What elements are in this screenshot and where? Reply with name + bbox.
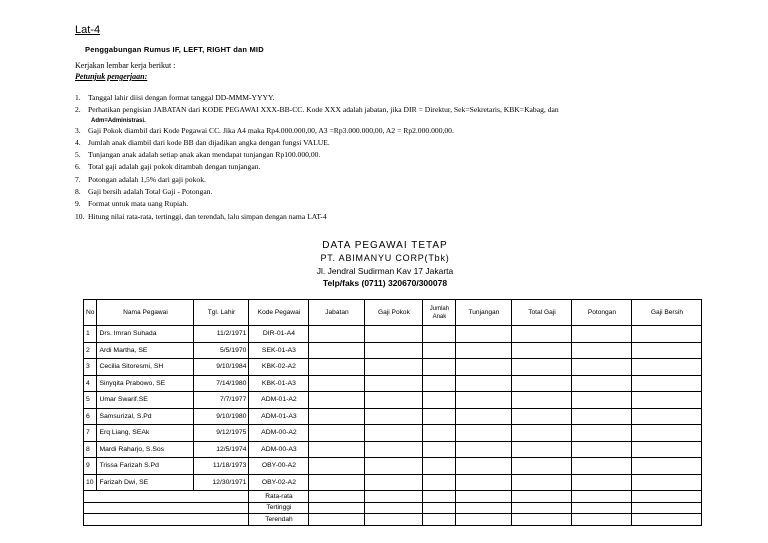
summary-cell[interactable] [309,491,365,503]
exercise-subtitle: Penggabungan Rumus IF, LEFT, RIGHT dan MID [85,45,264,54]
empty-cell[interactable] [365,359,423,376]
empty-cell[interactable] [309,342,365,359]
cell-kode[interactable]: ADM-01-A3 [249,408,309,425]
summary-cell[interactable] [456,491,512,503]
empty-cell[interactable] [632,326,702,343]
intro-text: Kerjakan lembar kerja berikut : [75,61,176,70]
empty-cell[interactable] [572,342,632,359]
empty-cell[interactable] [512,392,572,409]
empty-cell[interactable] [365,408,423,425]
cell-nama[interactable]: Farizah Dwi, SE [97,474,194,491]
instruction-list [75,92,715,223]
empty-cell[interactable] [423,392,456,409]
empty-cell[interactable] [456,359,512,376]
cell-tgl[interactable]: 7/14/1980 [194,375,249,392]
empty-cell[interactable] [456,425,512,442]
summary-cell[interactable] [456,514,512,526]
instruction-text: Tunjangan anak adalah setiap anak akan mendapat tunjangan Rp100.000,00. [88,150,321,160]
instruction-item [75,149,715,161]
cell-tgl[interactable]: 7/7/1977 [194,392,249,409]
empty-cell[interactable] [572,474,632,491]
instruction-number: 8. [75,187,81,197]
cell-no[interactable]: 7 [84,425,97,442]
column-header: Jumlah Anak [423,300,456,326]
empty-cell[interactable] [572,375,632,392]
summary-row [84,491,702,503]
empty-cell[interactable] [572,458,632,475]
instruction-text: Total gaji adalah gaji pokok ditambah dengan tunjangan. [88,162,261,172]
instruction-text: Jumlah anak diambil dari kode BB dan dijadikan angka dengan fungsi VALUE. [88,137,330,147]
summary-cell[interactable] [632,491,702,503]
summary-cell[interactable] [512,514,572,526]
summary-spacer [84,491,249,503]
empty-cell[interactable] [456,474,512,491]
cell-nama[interactable]: Ardi Martha, SE [97,342,194,359]
table-row [84,408,702,425]
cell-tgl[interactable]: 9/10/1984 [194,359,249,376]
cell-nama[interactable]: Umar Swarif.SE [97,392,194,409]
exercise-title: Lat-4 [75,24,101,36]
empty-cell[interactable] [632,392,702,409]
cell-no[interactable]: 9 [84,458,97,475]
table-header-row [84,300,702,326]
cell-nama[interactable]: Erq Liang, SEAk [97,425,194,442]
empty-cell[interactable] [456,441,512,458]
empty-cell[interactable] [423,342,456,359]
empty-cell[interactable] [423,375,456,392]
empty-cell[interactable] [512,342,572,359]
summary-cell[interactable] [572,502,632,514]
cell-kode[interactable]: KBK-01-A3 [249,375,309,392]
cell-tgl[interactable]: 9/10/1980 [194,408,249,425]
cell-no[interactable]: 6 [84,408,97,425]
table-row [84,342,702,359]
cell-kode[interactable]: SEK-01-A3 [249,342,309,359]
empty-cell[interactable] [632,458,702,475]
table-row [84,458,702,475]
instruction-item [75,174,715,186]
summary-label: Tertinggi [249,502,309,514]
summary-cell[interactable] [512,502,572,514]
empty-cell[interactable] [512,458,572,475]
cell-no[interactable]: 5 [84,392,97,409]
empty-cell[interactable] [309,326,365,343]
column-header: No [84,300,97,326]
empty-cell[interactable] [309,474,365,491]
cell-kode[interactable]: DIR-01-A4 [249,326,309,343]
empty-cell[interactable] [572,359,632,376]
cell-nama[interactable]: Trissa Farizah S.Pd [97,458,194,475]
empty-cell[interactable] [365,474,423,491]
summary-cell[interactable] [423,491,456,503]
table-row [84,375,702,392]
summary-cell[interactable] [572,491,632,503]
summary-spacer [84,502,249,514]
table-row [84,441,702,458]
cell-tgl[interactable]: 12/30/1971 [194,474,249,491]
instruction-item [75,198,715,210]
instruction-number: 6. [75,162,81,172]
cell-nama[interactable]: Sinyqita Prabowo, SE [97,375,194,392]
instruction-item [75,92,715,104]
summary-row [84,514,702,526]
summary-cell[interactable] [512,491,572,503]
cell-kode[interactable]: ADM-00-A3 [249,441,309,458]
empty-cell[interactable] [309,408,365,425]
instruction-text: Perhatikan pengisian JABATAN dari KODE PEGAWAI XXX-BB-CC. Kode XXX adalah jabatan, jika DIR = Direktur, Sek=Sekretaris, KBK=Kabag, dan [88,105,559,115]
empty-cell[interactable] [456,392,512,409]
cell-nama[interactable]: Drs. Imran Suhada [97,326,194,343]
summary-label: Terendah [249,514,309,526]
instruction-number: 1. [75,93,81,102]
company-phone: Telp/faks (0711) 320670/300078 [322,278,448,288]
empty-cell[interactable] [512,474,572,491]
instruction-text: Hitung nilai rata-rata, tertinggi, dan terendah, lalu simpan dengan nama LAT-4 [88,211,327,221]
empty-cell[interactable] [365,425,423,442]
cell-no[interactable]: 2 [84,342,97,359]
instruction-text: Potongan adalah 1,5% dari gaji pokok. [88,174,206,184]
empty-cell[interactable] [632,425,702,442]
column-header: Gaji Bersih [632,300,702,326]
empty-cell[interactable] [456,375,512,392]
column-header: Nama Pegawai [97,300,194,326]
instruction-item [75,186,715,198]
company-address: Jl. Jendral Sudirman Kav 17 Jakarta [316,266,454,276]
instruction-number: 4. [75,137,81,147]
instruction-item [75,161,715,173]
empty-cell[interactable] [572,425,632,442]
summary-cell[interactable] [423,502,456,514]
cell-no[interactable]: 8 [84,441,97,458]
cell-nama[interactable]: Samsurizal, S.Pd [97,408,194,425]
summary-cell[interactable] [309,502,365,514]
empty-cell[interactable] [512,359,572,376]
empty-cell[interactable] [512,425,572,442]
instructions-heading: Petunjuk pengerjaan: [75,72,148,81]
empty-cell[interactable] [456,326,512,343]
column-header: Tgl. Lahir [194,300,249,326]
column-header: Potongan [572,300,632,326]
summary-cell[interactable] [632,502,702,514]
empty-cell[interactable] [632,441,702,458]
empty-cell[interactable] [572,441,632,458]
empty-cell[interactable] [572,392,632,409]
empty-cell[interactable] [632,359,702,376]
cell-nama[interactable]: Mardi Raharjo, S.Sos [97,441,194,458]
table-row [84,425,702,442]
empty-cell[interactable] [423,408,456,425]
instruction-number: 10. [75,211,85,221]
empty-cell[interactable] [512,375,572,392]
empty-cell[interactable] [423,474,456,491]
empty-cell[interactable] [512,441,572,458]
empty-cell[interactable] [365,458,423,475]
cell-no[interactable]: 4 [84,375,97,392]
empty-cell[interactable] [423,359,456,376]
cell-no[interactable]: 10 [84,474,97,491]
instruction-number: 9. [75,199,81,209]
empty-cell[interactable] [512,326,572,343]
empty-cell[interactable] [365,375,423,392]
table-row [84,359,702,376]
employee-table [83,299,702,526]
empty-cell[interactable] [632,408,702,425]
empty-cell[interactable] [309,392,365,409]
empty-cell[interactable] [572,408,632,425]
empty-cell[interactable] [572,326,632,343]
summary-cell[interactable] [456,502,512,514]
empty-cell[interactable] [309,458,365,475]
company-name: PT. ABIMANYU CORP(Tbk) [320,253,450,263]
cell-no[interactable]: 1 [84,326,97,343]
empty-cell[interactable] [365,392,423,409]
instruction-text: Tanggal lahir diisi dengan format tanggal DD-MMM-YYYY. [88,93,275,102]
instruction-text: Format untuk mata uang Rupiah. [88,199,189,209]
summary-cell[interactable] [309,514,365,526]
empty-cell[interactable] [456,458,512,475]
cell-kode[interactable]: ADM-00-A2 [249,425,309,442]
summary-cell[interactable] [423,514,456,526]
instruction-item [75,125,715,137]
column-header: Gaji Pokok [365,300,423,326]
empty-cell[interactable] [632,474,702,491]
instruction-number: 5. [75,150,81,160]
table-row [84,474,702,491]
column-header: Kode Pegawai [249,300,309,326]
table-body [84,326,702,526]
empty-cell[interactable] [423,425,456,442]
cell-tgl[interactable]: 11/2/1971 [194,326,249,343]
cell-tgl[interactable]: 12/5/1974 [194,441,249,458]
cell-tgl[interactable]: 9/12/1975 [194,425,249,442]
empty-cell[interactable] [365,326,423,343]
cell-kode[interactable]: OBY-00-A2 [249,458,309,475]
empty-cell[interactable] [456,408,512,425]
instruction-number: 3. [75,125,81,135]
cell-kode[interactable]: OBY-02-A2 [249,474,309,491]
summary-spacer [84,514,249,526]
column-header: Tunjangan [456,300,512,326]
empty-cell[interactable] [512,408,572,425]
summary-cell[interactable] [572,514,632,526]
instruction-number: 7. [75,174,81,184]
summary-cell[interactable] [365,514,423,526]
instruction-number: 2. [75,105,81,115]
empty-cell[interactable] [365,342,423,359]
empty-cell[interactable] [309,441,365,458]
empty-cell[interactable] [423,458,456,475]
instruction-item [75,137,715,149]
empty-cell[interactable] [632,375,702,392]
empty-cell[interactable] [365,441,423,458]
summary-cell[interactable] [365,502,423,514]
cell-tgl[interactable]: 11/18/1973 [194,458,249,475]
company-header-title: DATA PEGAWAI TETAP [322,240,448,251]
summary-cell[interactable] [365,491,423,503]
cell-kode[interactable]: KBK-02-A2 [249,359,309,376]
column-header: Total Gaji [512,300,572,326]
summary-cell[interactable] [632,514,702,526]
cell-nama[interactable]: Cecilia Sitoresmi, SH [97,359,194,376]
table-row [84,326,702,343]
instruction-item [75,211,715,223]
cell-kode[interactable]: ADM-01-A2 [249,392,309,409]
column-header: Jabatan [309,300,365,326]
instruction-subtext: Adm=Administrasi. [91,117,146,124]
instruction-text: Gaji Pokok diambil dari Kode Pegawai CC. Jika A4 maka Rp4.000.000,00, A3 =Rp3.000.000,00, A2 = Rp2.000.000,00. [88,125,454,135]
instruction-item [75,104,715,124]
table-row [84,392,702,409]
empty-cell[interactable] [423,326,456,343]
instruction-text: Gaji bersih adalah Total Gaji - Potongan. [88,187,213,197]
summary-row [84,502,702,514]
empty-cell[interactable] [309,359,365,376]
summary-label: Rata-rata [249,491,309,503]
empty-cell[interactable] [456,342,512,359]
empty-cell[interactable] [632,342,702,359]
empty-cell[interactable] [309,375,365,392]
empty-cell[interactable] [309,425,365,442]
cell-tgl[interactable]: 5/5/1970 [194,342,249,359]
empty-cell[interactable] [423,441,456,458]
cell-no[interactable]: 3 [84,359,97,376]
